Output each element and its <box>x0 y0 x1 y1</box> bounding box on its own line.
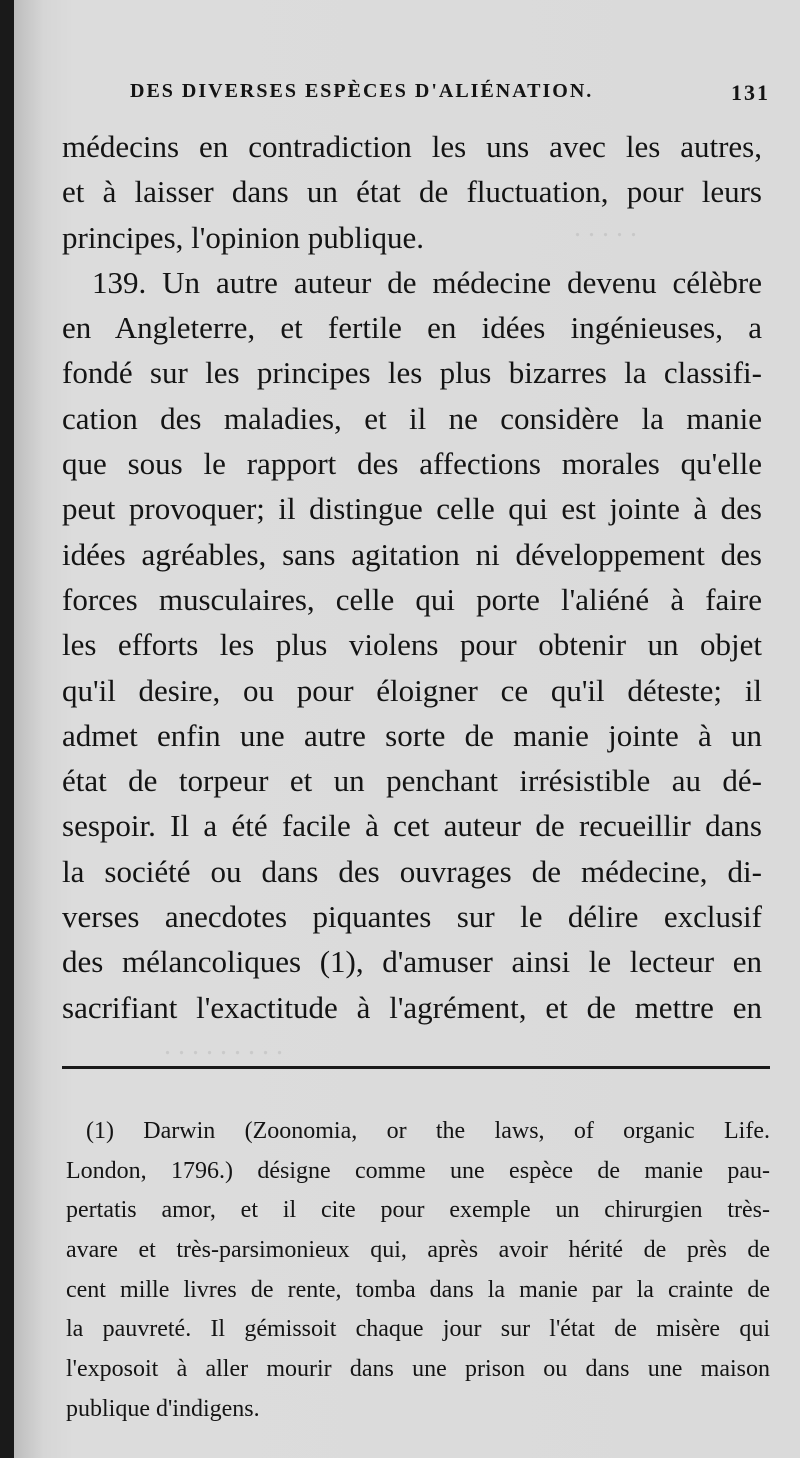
text-line: cation des maladies, et il ne considère la manie <box>62 400 762 436</box>
footnote-rule <box>62 1066 770 1069</box>
paragraph-start-line: 139. Un autre auteur de médecine devenu célèbre <box>92 264 762 300</box>
show-through-text: . . . . . . . . . <box>164 1030 283 1061</box>
footnote-line: publique d'indigens. <box>66 1395 260 1422</box>
text-line: état de torpeur et un penchant irrésistible au dé- <box>62 763 762 799</box>
text-line: idées agréables, sans agitation ni développement des <box>62 536 762 572</box>
text-line: médecins en contradiction les uns avec les autres, <box>62 129 762 164</box>
page-number: 131 <box>731 80 770 105</box>
footnote-line: la pauvreté. Il gémissoit chaque jour sur l'état de misère qui <box>66 1316 770 1343</box>
running-header <box>130 80 780 112</box>
text-line: que sous le rapport des affections morales qu'elle <box>62 446 762 482</box>
text-line: et à laisser dans un état de fluctuation, pour leurs <box>62 174 762 210</box>
text-line: peut provoquer; il distingue celle qui est jointe à des <box>62 491 762 527</box>
book-page <box>14 0 800 1458</box>
footnote <box>66 1112 770 1430</box>
footnote-line: cent mille livres de rente, tomba dans la manie par la crainte de <box>66 1276 770 1303</box>
text-line: qu'il desire, ou pour éloigner ce qu'il déteste; il <box>62 672 762 708</box>
text-line: forces musculaires, celle qui porte l'aliéné à faire <box>62 581 762 617</box>
main-text <box>62 124 762 1030</box>
footnote-line: avare et très-parsimonieux qui, après avoir hérité de près de <box>66 1237 770 1264</box>
footnote-line: London, 1796.) désigne comme une espèce de manie pau- <box>66 1157 770 1184</box>
text-line: les efforts les plus violens pour obtenir un objet <box>62 627 762 663</box>
footnote-line: l'exposoit à aller mourir dans une prison ou dans une maison <box>66 1356 770 1383</box>
text-line: fondé sur les principes les plus bizarres la classifi- <box>62 355 762 391</box>
text-line: des mélancoliques (1), d'amuser ainsi le lecteur en <box>62 944 762 980</box>
footnote-line: pertatis amor, et il cite pour exemple un chirurgien très- <box>66 1197 770 1224</box>
text-line: admet enfin une autre sorte de manie jointe à un <box>62 717 762 753</box>
text-line: en Angleterre, et fertile en idées ingénieuses, a <box>62 310 762 346</box>
text-line: la société ou dans des ouvrages de médecine, di- <box>62 853 762 889</box>
text-line: sacrifiant l'exactitude à l'agrément, et de mettre en <box>62 989 762 1025</box>
footnote-line: (1) Darwin (Zoonomia, or the laws, of organic Life. <box>86 1118 770 1144</box>
running-title: DES DIVERSES ESPÈCES D'ALIÉNATION. <box>130 80 594 102</box>
show-through-text: . . . . . <box>574 212 637 243</box>
text-line: sespoir. Il a été facile à cet auteur de recueillir dans <box>62 808 762 844</box>
text-line: principes, l'opinion publique. <box>62 219 425 255</box>
text-line: verses anecdotes piquantes sur le délire exclusif <box>62 899 762 935</box>
